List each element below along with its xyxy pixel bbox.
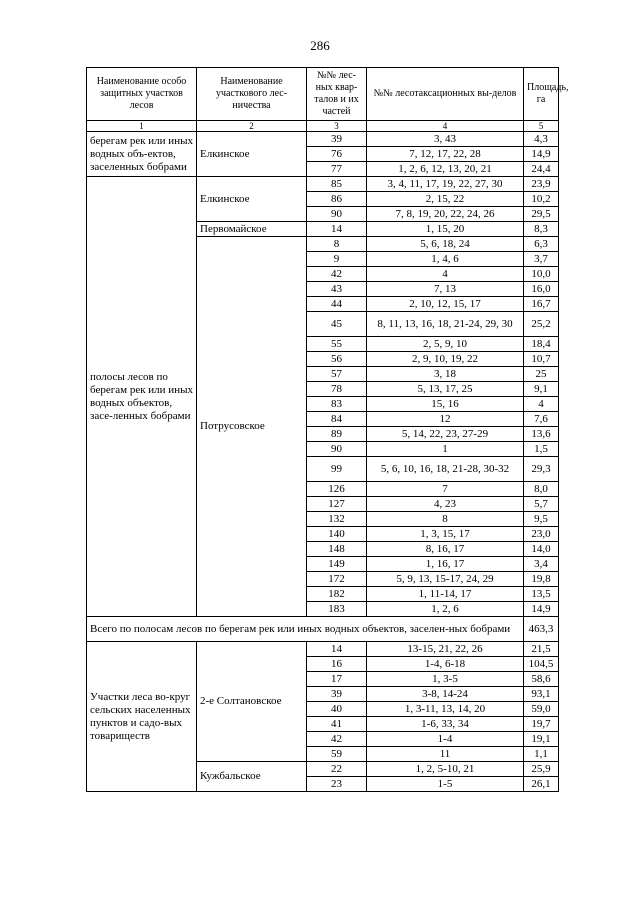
area-cell: 25,9 (524, 762, 559, 777)
area-cell: 18,4 (524, 337, 559, 352)
quarter-cell: 42 (307, 267, 367, 282)
area-cell: 8,0 (524, 482, 559, 497)
column-number: 1 (87, 121, 197, 132)
area-cell: 29,3 (524, 457, 559, 482)
column-number: 2 (197, 121, 307, 132)
quarter-cell: 132 (307, 512, 367, 527)
quarter-cell: 90 (307, 207, 367, 222)
allotments-cell: 15, 16 (367, 397, 524, 412)
area-cell: 14,9 (524, 147, 559, 162)
area-cell: 58,6 (524, 672, 559, 687)
area-cell: 104,5 (524, 657, 559, 672)
quarter-cell: 44 (307, 297, 367, 312)
allotments-cell: 3, 18 (367, 367, 524, 382)
quarter-cell: 57 (307, 367, 367, 382)
allotments-cell: 1, 15, 20 (367, 222, 524, 237)
quarter-cell: 172 (307, 572, 367, 587)
table-row (87, 132, 559, 147)
allotments-cell: 7, 8, 19, 20, 22, 24, 26 (367, 207, 524, 222)
quarter-cell: 41 (307, 717, 367, 732)
allotments-cell: 8, 16, 17 (367, 542, 524, 557)
area-cell: 21,5 (524, 642, 559, 657)
header-row (87, 68, 559, 121)
allotments-cell: 1, 2, 5-10, 21 (367, 762, 524, 777)
area-cell: 24,4 (524, 162, 559, 177)
total-label: Всего по полосам лесов по берегам рек или иных водных объектов, заселен-ных бобрами (87, 617, 524, 642)
area-cell: 7,6 (524, 412, 559, 427)
allotments-cell: 5, 6, 10, 16, 18, 21-28, 30-32 (367, 457, 524, 482)
category-cell: берегам рек или иных водных объ-ектов, заселенных бобрами (87, 132, 197, 177)
protected-forests-table (86, 67, 569, 792)
allotments-cell: 1, 16, 17 (367, 557, 524, 572)
area-cell: 6,3 (524, 237, 559, 252)
quarter-cell: 59 (307, 747, 367, 762)
header-allotments: №№ лесотаксационных вы-делов (367, 68, 524, 121)
quarter-cell: 127 (307, 497, 367, 512)
area-cell: 19,7 (524, 717, 559, 732)
forestry-cell: Потрусовское (197, 237, 307, 617)
quarter-cell: 99 (307, 457, 367, 482)
quarter-cell: 90 (307, 442, 367, 457)
quarter-cell: 78 (307, 382, 367, 397)
allotments-cell: 13-15, 21, 22, 26 (367, 642, 524, 657)
allotments-cell: 1-6, 33, 34 (367, 717, 524, 732)
area-cell: 13,6 (524, 427, 559, 442)
allotments-cell: 2, 9, 10, 19, 22 (367, 352, 524, 367)
allotments-cell: 3-8, 14-24 (367, 687, 524, 702)
quarter-cell: 42 (307, 732, 367, 747)
area-cell: 9,5 (524, 512, 559, 527)
allotments-cell: 11 (367, 747, 524, 762)
total-row (87, 617, 559, 642)
quarter-cell: 9 (307, 252, 367, 267)
allotments-cell: 8 (367, 512, 524, 527)
quarter-cell: 16 (307, 657, 367, 672)
allotments-cell: 1, 3, 15, 17 (367, 527, 524, 542)
area-cell: 23,9 (524, 177, 559, 192)
quarter-cell: 89 (307, 427, 367, 442)
allotments-cell: 4, 23 (367, 497, 524, 512)
allotments-cell: 4 (367, 267, 524, 282)
area-cell: 10,0 (524, 267, 559, 282)
page-number: 286 (310, 38, 330, 53)
allotments-cell: 1-4 (367, 732, 524, 747)
area-cell: 1,5 (524, 442, 559, 457)
forestry-cell: Елкинское (197, 132, 307, 177)
allotments-cell: 5, 9, 13, 15-17, 24, 29 (367, 572, 524, 587)
area-cell: 3,7 (524, 252, 559, 267)
quarter-cell: 14 (307, 222, 367, 237)
quarter-cell: 45 (307, 312, 367, 337)
allotments-cell: 5, 6, 18, 24 (367, 237, 524, 252)
area-cell: 8,3 (524, 222, 559, 237)
quarter-cell: 8 (307, 237, 367, 252)
area-cell: 13,5 (524, 587, 559, 602)
area-cell: 16,7 (524, 297, 559, 312)
area-cell: 19,1 (524, 732, 559, 747)
allotments-cell: 1, 3-5 (367, 672, 524, 687)
forestry-cell: Первомайское (197, 222, 307, 237)
quarter-cell: 86 (307, 192, 367, 207)
area-cell: 4 (524, 397, 559, 412)
area-cell: 14,0 (524, 542, 559, 557)
allotments-cell: 5, 14, 22, 23, 27-29 (367, 427, 524, 442)
quarter-cell: 39 (307, 132, 367, 147)
allotments-cell: 1-4, 6-18 (367, 657, 524, 672)
allotments-cell: 1, 11-14, 17 (367, 587, 524, 602)
quarter-cell: 76 (307, 147, 367, 162)
area-cell: 59,0 (524, 702, 559, 717)
area-cell: 23,0 (524, 527, 559, 542)
allotments-cell: 3, 43 (367, 132, 524, 147)
allotments-cell: 1 (367, 442, 524, 457)
area-cell: 3,4 (524, 557, 559, 572)
allotments-cell: 3, 4, 11, 17, 19, 22, 27, 30 (367, 177, 524, 192)
allotments-cell: 7, 12, 17, 22, 28 (367, 147, 524, 162)
column-number: 3 (307, 121, 367, 132)
allotments-cell: 2, 5, 9, 10 (367, 337, 524, 352)
area-cell: 5,7 (524, 497, 559, 512)
area-cell: 16,0 (524, 282, 559, 297)
area-cell: 9,1 (524, 382, 559, 397)
allotments-cell: 7, 13 (367, 282, 524, 297)
header-category: Наименование особо защитных участков лесов (87, 68, 197, 121)
area-cell: 14,9 (524, 602, 559, 617)
quarter-cell: 17 (307, 672, 367, 687)
area-cell: 25,2 (524, 312, 559, 337)
quarter-cell: 84 (307, 412, 367, 427)
allotments-cell: 2, 15, 22 (367, 192, 524, 207)
allotments-cell: 2, 10, 12, 15, 17 (367, 297, 524, 312)
allotments-cell: 1, 3-11, 13, 14, 20 (367, 702, 524, 717)
quarter-cell: 43 (307, 282, 367, 297)
column-number-row (87, 121, 559, 132)
column-number: 4 (367, 121, 524, 132)
area-cell: 4,3 (524, 132, 559, 147)
quarter-cell: 140 (307, 527, 367, 542)
table-row (87, 177, 559, 192)
area-cell: 29,5 (524, 207, 559, 222)
area-cell: 26,1 (524, 777, 559, 792)
quarter-cell: 148 (307, 542, 367, 557)
quarter-cell: 183 (307, 602, 367, 617)
total-value: 463,3 (524, 617, 559, 642)
header-quarters: №№ лес-ных квар-талов и их частей (307, 68, 367, 121)
allotments-cell: 8, 11, 13, 16, 18, 21-24, 29, 30 (367, 312, 524, 337)
area-cell: 10,2 (524, 192, 559, 207)
allotments-cell: 1, 2, 6 (367, 602, 524, 617)
category-cell: Участки леса во-круг сельских населенных пунктов и садо-вых товариществ (87, 642, 197, 792)
area-cell: 25 (524, 367, 559, 382)
quarter-cell: 14 (307, 642, 367, 657)
allotments-cell: 12 (367, 412, 524, 427)
allotments-cell: 5, 13, 17, 25 (367, 382, 524, 397)
category-cell: полосы лесов по берегам рек или иных водных объектов, засе-ленных бобрами (87, 177, 197, 617)
allotments-cell: 7 (367, 482, 524, 497)
table-row (87, 642, 559, 657)
quarter-cell: 39 (307, 687, 367, 702)
quarter-cell: 23 (307, 777, 367, 792)
header-area: Площадь, га (524, 68, 559, 121)
quarter-cell: 126 (307, 482, 367, 497)
area-cell: 19,8 (524, 572, 559, 587)
quarter-cell: 182 (307, 587, 367, 602)
allotments-cell: 1, 2, 6, 12, 13, 20, 21 (367, 162, 524, 177)
quarter-cell: 85 (307, 177, 367, 192)
quarter-cell: 149 (307, 557, 367, 572)
forestry-cell: Кужбальское (197, 762, 307, 792)
quarter-cell: 83 (307, 397, 367, 412)
quarter-cell: 56 (307, 352, 367, 367)
quarter-cell: 22 (307, 762, 367, 777)
forestry-cell: 2-е Солтановское (197, 642, 307, 762)
header-forestry: Наименование участкового лес-ничества (197, 68, 307, 121)
quarter-cell: 55 (307, 337, 367, 352)
allotments-cell: 1-5 (367, 777, 524, 792)
area-cell: 93,1 (524, 687, 559, 702)
allotments-cell: 1, 4, 6 (367, 252, 524, 267)
column-number: 5 (524, 121, 559, 132)
quarter-cell: 40 (307, 702, 367, 717)
forestry-cell: Елкинское (197, 177, 307, 222)
area-cell: 1,1 (524, 747, 559, 762)
quarter-cell: 77 (307, 162, 367, 177)
area-cell: 10,7 (524, 352, 559, 367)
